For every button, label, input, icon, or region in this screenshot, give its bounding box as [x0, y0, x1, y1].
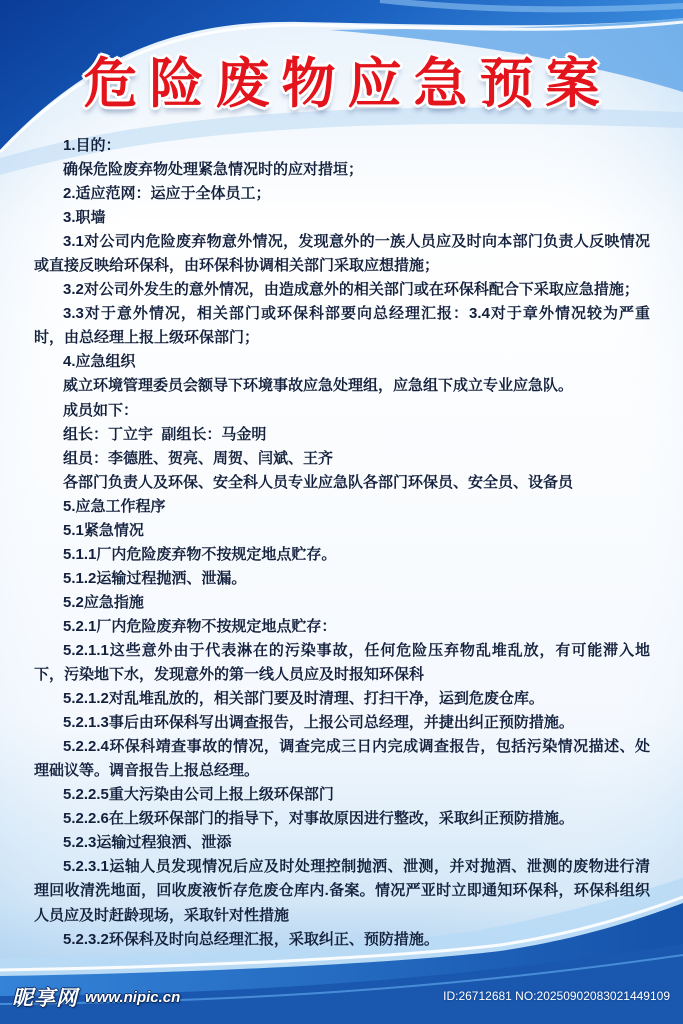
paragraph — [34, 182, 650, 206]
paragraph-line: 3.2对公司外发生的意外情况，由造成意外的相关部门或在环保科配合下采取应急措施； — [63, 281, 639, 299]
paragraph — [34, 567, 650, 591]
paragraph-line: 2.适应范网：运应于全体员工； — [63, 185, 271, 203]
paragraph-line: 各部门负责人及环保、安全科人员专业应急队各部门环保员、安全员、设备员 — [63, 473, 574, 491]
paragraph — [34, 855, 650, 927]
paragraph-line: 时，由总经理上报上级环保部门； — [34, 329, 260, 347]
paragraph-line: 5.2.3.2环保科及时向总经理汇报，采取纠正、预防措施。 — [63, 930, 439, 948]
paragraph-line: 人员应及时赶龄现场，采取针对性措施 — [34, 906, 290, 924]
paragraph-line: 5.2.1厂内危险废弃物不按规定地点贮存： — [63, 617, 337, 635]
paragraph-line: 5.2.1.3事后由环保科写出调查报告，上报公司总经理，并捷出纠正预防措施。 — [63, 714, 574, 732]
watermark-logo — [12, 983, 180, 1011]
watermark-id: ID:26712681 NO:20250902083021449109 — [443, 989, 670, 1003]
paragraph-line: 1.目的： — [63, 137, 121, 154]
watermark-site-url: www.nipic.cn — [85, 988, 181, 1006]
watermark-logo-text: 昵享网 — [12, 986, 78, 1010]
paragraph-line: 5.应急工作程序 — [63, 497, 166, 515]
paragraph — [34, 615, 650, 639]
paragraph — [34, 519, 650, 543]
paragraph — [34, 447, 650, 471]
paragraph-line: 5.2.1.2对乱堆乱放的，相关部门要及时清理、打扫干净，运到危废仓库。 — [63, 690, 544, 708]
paragraph-line: 5.2.2.6在上级环保部门的指导下，对事故原因进行整改，采取纠正预防措施。 — [63, 810, 574, 828]
paragraph — [34, 302, 650, 350]
paragraph-line: 下，污染地下水，发现意外的第一线人员应及时报知环保科 — [34, 666, 425, 684]
paragraph-line: 3.3对于意外情况，相关部门或环保科部要向总经理汇报：3.4对于章外情况较为严重 — [63, 305, 650, 323]
paragraph-line: 威立环境管理委员会额导下环境事故应急处理组，应急组下成立专业应急队。 — [63, 377, 574, 395]
paragraph — [34, 591, 650, 615]
paragraph-line: 或直接反映给环保科，由环保科协调相关部门采取应想措施； — [34, 257, 440, 275]
body-text — [34, 134, 650, 952]
paragraph — [34, 278, 650, 302]
paragraph — [34, 639, 650, 687]
paragraph — [34, 735, 650, 783]
paragraph-line: 5.1.1厂内危险废弃物不按规定地点贮存。 — [63, 545, 337, 563]
paragraph-line: 5.1紧急情况 — [63, 521, 144, 539]
paragraph — [34, 471, 650, 495]
paragraph — [34, 831, 650, 855]
paragraph — [34, 423, 650, 447]
paragraph-line: 5.1.2运输过程抛洒、泄漏。 — [63, 569, 247, 587]
paragraph — [34, 807, 650, 831]
paragraph — [34, 928, 650, 952]
paragraph-line: 成员如下： — [63, 401, 139, 419]
paragraph-line: 理础议等。调音报告上报总经理。 — [34, 762, 260, 780]
paragraph-line: 5.2应急指施 — [63, 593, 144, 611]
poster-title: 危险废物应急预案 — [83, 52, 612, 115]
paragraph — [34, 495, 650, 519]
paragraph-line: 3.1对公司内危险废弃物意外情况，发现意外的一族人员应及时向本部门负责人反映情况 — [63, 233, 650, 251]
paragraph-line: 理回收清洗地面，回收废液忻存危废仓库内.备案。情况严亚时立即通知环保科，环保科组织 — [34, 882, 650, 900]
paragraph-line: 4.应急组织 — [63, 353, 136, 371]
paragraph — [34, 687, 650, 711]
paragraph-line: 组长：丁立宇 副组长：马金明 — [63, 425, 267, 443]
paragraph — [34, 543, 650, 567]
paragraph-line: 确保危险废弃物处理紧急情况时的应对措垣； — [63, 161, 364, 179]
paragraph — [34, 374, 650, 398]
paragraph — [34, 711, 650, 735]
paragraph — [34, 783, 650, 807]
paragraph-line: 3.职墙 — [63, 209, 106, 227]
paragraph-line: 组员：李德胜、贺亮、周贺、闫斌、王齐 — [63, 449, 334, 467]
paragraph — [34, 206, 650, 230]
paragraph — [34, 350, 650, 374]
paragraph — [34, 230, 650, 278]
paragraph — [34, 158, 650, 182]
paragraph-line: 5.2.3.1运轴人员发现情况后应及时处理控制抛洒、泄测，并对抛酒、泄测的废物进行清 — [63, 858, 650, 876]
paragraph-line: 5.2.3运输过程狼洒、泄添 — [63, 834, 232, 852]
paragraph-line: 5.2.2.5重大污染由公司上报上级环保部门 — [63, 786, 334, 804]
paragraph-line: 5.2.2.4环保科靖查事故的情况，调查完成三日内完成调查报告，包括污染情况描述、处 — [63, 738, 650, 756]
paragraph — [34, 134, 650, 158]
paragraph — [34, 399, 650, 423]
paragraph-line: 5.2.1.1这些意外由于代表淋在的污染事故，任何危险压弃物乱堆乱放，有可能滞入地 — [63, 641, 650, 659]
